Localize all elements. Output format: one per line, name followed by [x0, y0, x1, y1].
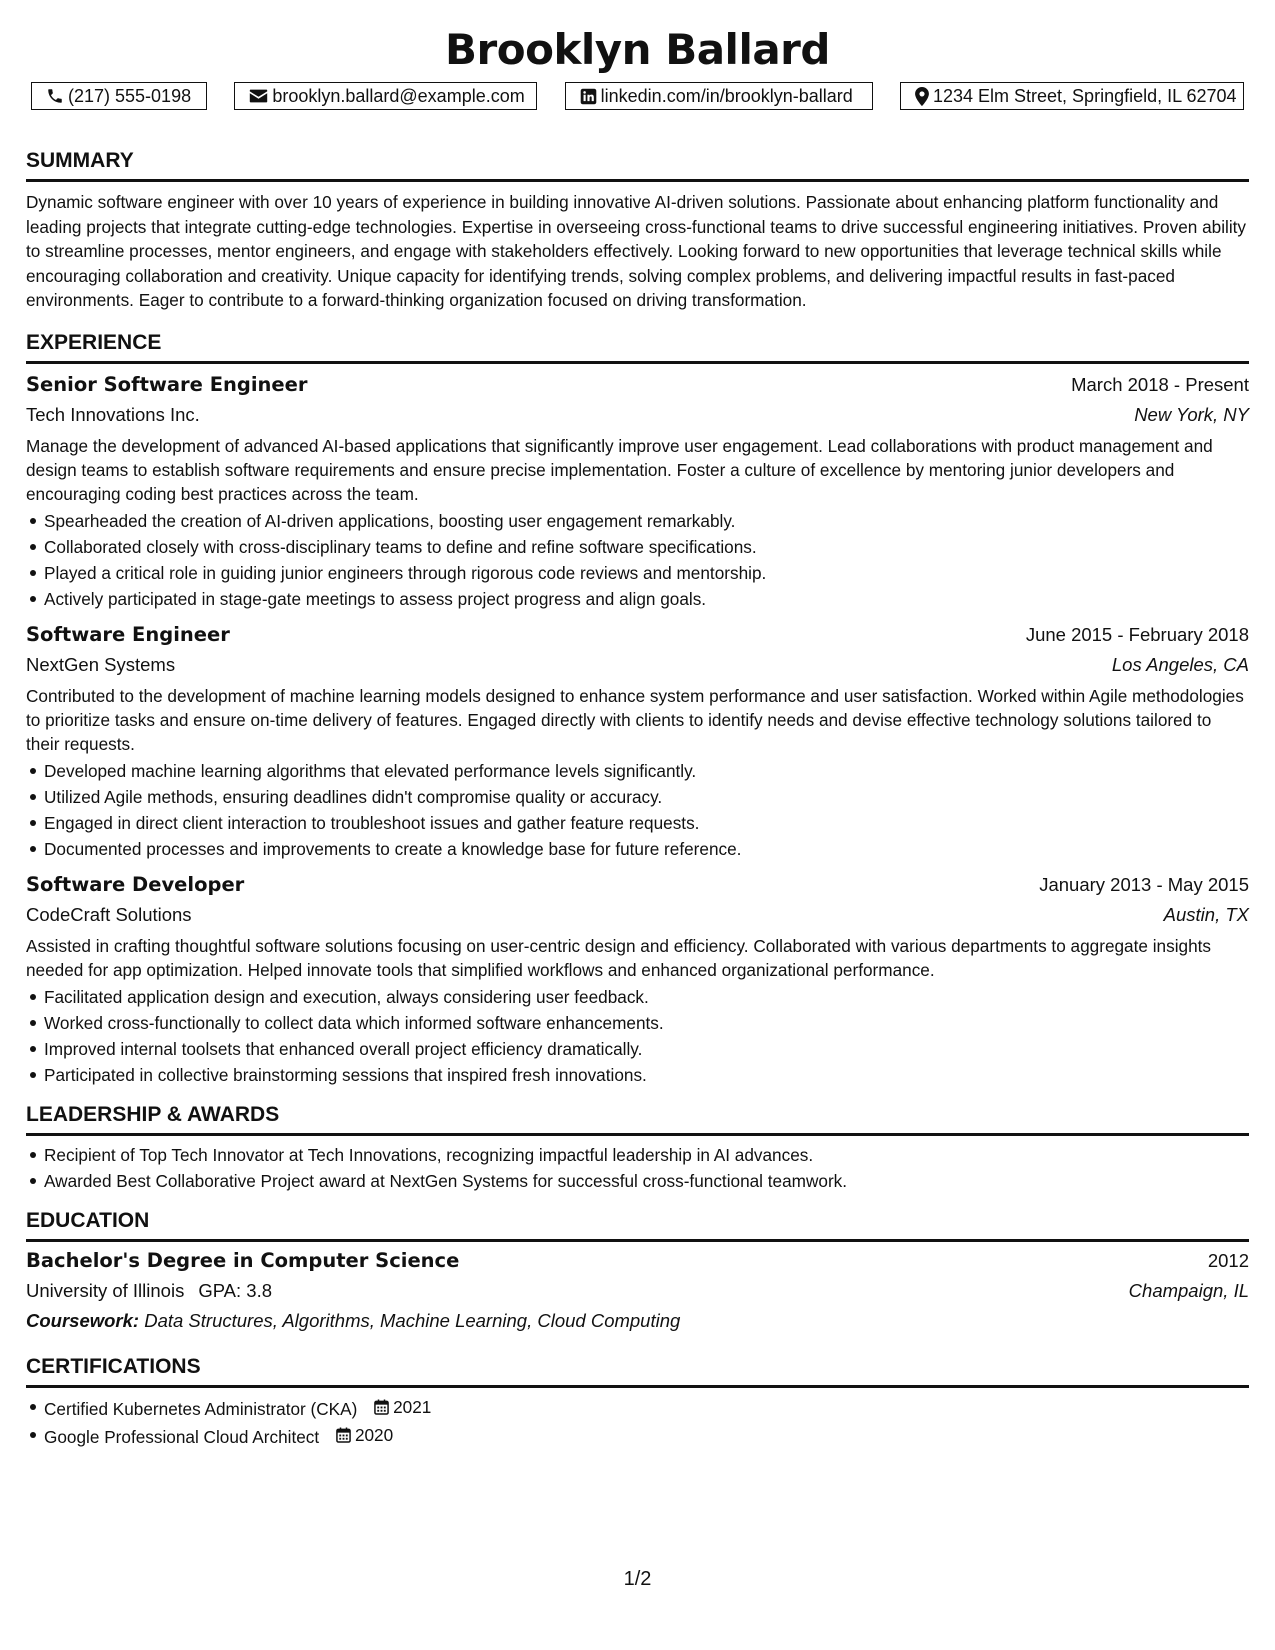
summary-text: Dynamic software engineer with over 10 years of experience in building innovative AI-driven solutions. Passionate about enhancing platform functionality and leading projects that integrate cutting-edge technologies. Expertise in overseeing cross-functional teams to drive successful engineering initiatives. Proven ability to streamline processes, mentor engineers, and engage with stakeholders effectively. Looking forward to new opportunities that leverage technical skills while encouraging collaboration and creativity. Unique capacity for identifying trends, solving complex problems, and delivering impactful results in fast-paced environments. Eager to contribute to a forward-thinking organization focused on driving transformation. — [26, 192, 1247, 310]
list-item: Utilized Agile methods, ensuring deadlines didn't compromise quality or accuracy. — [44, 784, 1249, 810]
education-entry — [26, 1246, 1249, 1336]
gpa: GPA: 3.8 — [198, 1279, 273, 1301]
phone-chip — [31, 82, 207, 110]
section-divider — [26, 361, 1249, 364]
calendar-icon — [374, 1399, 389, 1415]
coursework-label: Coursework: — [26, 1309, 140, 1331]
job-title: Software Engineer — [26, 622, 230, 646]
job-bullets — [26, 508, 1249, 612]
candidate-name: Brooklyn Ballard — [445, 25, 830, 74]
summary-heading: SUMMARY — [26, 149, 134, 172]
job-title: Software Developer — [26, 872, 245, 896]
education-heading: EDUCATION — [26, 1208, 150, 1232]
job-description: Manage the development of advanced AI-based applications that significantly improve user engagement. Lead collaborations with product management and design teams to establish software requirements and ensure precise implementation. Foster a culture of excellence by mentoring junior developers and encouraging coding best practices across the team. — [26, 435, 1213, 504]
company-name: CodeCraft Solutions — [26, 903, 192, 925]
experience-heading: EXPERIENCE — [26, 330, 162, 354]
coursework — [26, 1306, 1249, 1336]
section-divider — [26, 179, 1249, 182]
cert-year-wrap — [374, 1394, 431, 1420]
list-item: Engaged in direct client interaction to troubleshoot issues and gather feature requests. — [44, 810, 1249, 836]
certifications-list — [26, 1394, 1249, 1450]
section-divider — [26, 1385, 1249, 1388]
job-entry — [26, 620, 1249, 862]
job-location: Los Angeles, CA — [1111, 653, 1249, 675]
map-pin-icon — [915, 87, 929, 106]
calendar-icon — [336, 1427, 351, 1443]
degree-title: Bachelor's Degree in Computer Science — [26, 1248, 460, 1272]
list-item: Participated in collective brainstorming sessions that inspired fresh innovations. — [44, 1062, 1249, 1088]
envelope-icon — [249, 88, 268, 104]
awards-list — [26, 1142, 1249, 1194]
cert-year: 2021 — [393, 1396, 432, 1417]
list-item — [44, 1422, 1249, 1450]
cert-year: 2020 — [354, 1424, 394, 1445]
cert-name: Certified Kubernetes Administrator (CKA) — [44, 1398, 358, 1419]
linkedin-icon — [580, 88, 597, 105]
email-chip[interactable] — [234, 82, 537, 110]
job-location: New York, NY — [1134, 403, 1249, 425]
graduation-year: 2012 — [1207, 1249, 1249, 1271]
list-item — [44, 1394, 1249, 1422]
job-description: Assisted in crafting thoughtful software solutions focusing on user-centric design and efficiency. Collaborated with various departments to aggregate insights needed for app optimization. Helped innovate tools that simplified workflows and enhanced organizational performance. — [26, 935, 1212, 980]
list-item: Worked cross-functionally to collect data which informed software enhancements. — [44, 1010, 1249, 1036]
list-item: Recipient of Top Tech Innovator at Tech Innovations, recognizing impactful leadership in AI advances. — [44, 1142, 1249, 1168]
list-item: Spearheaded the creation of AI-driven applications, boosting user engagement remarkably. — [44, 508, 1249, 534]
page-number: 1/2 — [623, 1568, 652, 1590]
email-text: brooklyn.ballard@example.com — [272, 85, 525, 106]
job-entry — [26, 870, 1249, 1088]
company-name: NextGen Systems — [26, 653, 176, 675]
contact-bar — [26, 82, 1249, 110]
linkedin-text: linkedin.com/in/brooklyn-ballard — [600, 85, 853, 106]
list-item: Actively participated in stage-gate meetings to assess project progress and align goals. — [44, 586, 1249, 612]
school-info — [26, 1276, 272, 1306]
job-title: Senior Software Engineer — [26, 372, 308, 396]
job-dates: March 2018 - Present — [1071, 373, 1249, 395]
list-item: Played a critical role in guiding junior engineers through rigorous code reviews and mentorship. — [44, 560, 1249, 586]
school-name: University of Illinois — [26, 1279, 185, 1301]
resume-page — [26, 0, 1249, 1450]
list-item: Improved internal toolsets that enhanced overall project efficiency dramatically. — [44, 1036, 1249, 1062]
list-item: Facilitated application design and execution, always considering user feedback. — [44, 984, 1249, 1010]
company-name: Tech Innovations Inc. — [26, 403, 200, 425]
school-location: Champaign, IL — [1128, 1279, 1249, 1301]
section-divider — [26, 1239, 1249, 1242]
certifications-heading: CERTIFICATIONS — [26, 1354, 201, 1378]
job-bullets — [26, 984, 1249, 1088]
job-dates: January 2013 - May 2015 — [1039, 873, 1249, 895]
section-divider — [26, 1133, 1249, 1136]
leadership-heading: LEADERSHIP & AWARDS — [26, 1102, 280, 1126]
address-chip — [900, 82, 1244, 110]
linkedin-chip[interactable] — [565, 82, 873, 110]
list-item: Collaborated closely with cross-disciplinary teams to define and refine software specifications. — [44, 534, 1249, 560]
job-dates: June 2015 - February 2018 — [1025, 623, 1249, 645]
cert-year-wrap — [336, 1422, 393, 1448]
cert-name: Google Professional Cloud Architect — [44, 1426, 320, 1447]
list-item: Awarded Best Collaborative Project award at NextGen Systems for successful cross-functional teamwork. — [44, 1168, 1249, 1194]
list-item: Developed machine learning algorithms that elevated performance levels significantly. — [44, 758, 1249, 784]
coursework-list: Data Structures, Algorithms, Machine Learning, Cloud Computing — [144, 1309, 681, 1331]
phone-icon — [46, 87, 64, 105]
job-description: Contributed to the development of machine learning models designed to enhance system performance and user satisfaction. Worked within Agile methodologies to prioritize tasks and ensure on-time delivery of features. Engaged directly with clients to identify needs and devise effective technology solutions tailored to their requests. — [26, 685, 1244, 754]
list-item: Documented processes and improvements to create a knowledge base for future reference. — [44, 836, 1249, 862]
job-bullets — [26, 758, 1249, 862]
job-location: Austin, TX — [1163, 903, 1249, 925]
job-entry — [26, 370, 1249, 612]
address-text: 1234 Elm Street, Springfield, IL 62704 — [932, 85, 1237, 106]
phone-text: (217) 555-0198 — [68, 85, 192, 106]
